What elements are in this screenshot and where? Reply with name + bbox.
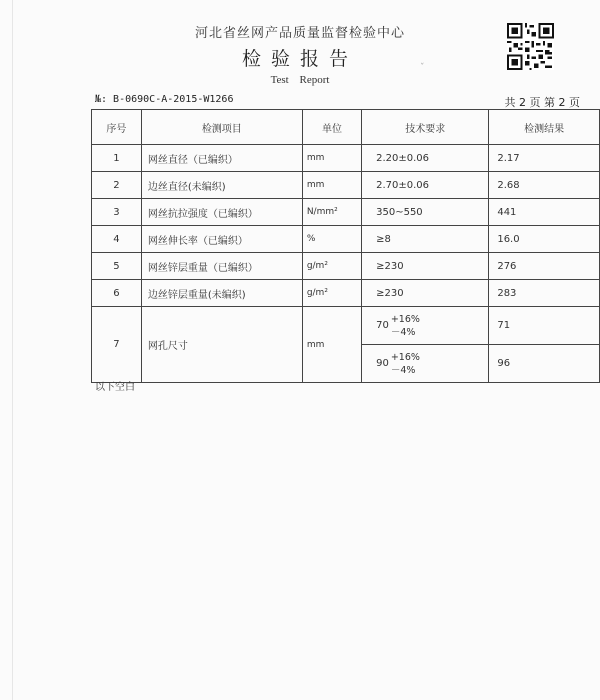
row-number: 2 (92, 172, 142, 199)
tolerance-expression (376, 351, 420, 377)
row-requirement: 2.70±0.06 (362, 172, 489, 199)
row-unit: g/m² (302, 253, 361, 280)
row-item: 网丝伸长率（已编织） (141, 226, 302, 253)
row-requirement (362, 345, 489, 383)
page-indicator: 共 2 页 第 2 页 (504, 96, 580, 109)
row-result: 71 (489, 307, 600, 345)
qr-code-icon (507, 23, 554, 70)
page-edge (12, 0, 13, 700)
row-number: 4 (92, 226, 142, 253)
tolerance-plus: +16% (390, 313, 420, 325)
header-no: 序号 (92, 110, 142, 145)
row-requirement: ≥8 (362, 226, 489, 253)
tolerance-base: 90 (376, 358, 389, 369)
row-requirement: ≥230 (362, 253, 489, 280)
row-requirement: 2.20±0.06 (362, 145, 489, 172)
row-unit: mm (302, 307, 361, 383)
row-unit: N/mm² (302, 199, 361, 226)
row-requirement (362, 307, 489, 345)
tolerance-plus: +16% (390, 351, 420, 363)
row-result: 16.0 (489, 226, 600, 253)
table-row (92, 280, 600, 307)
row-result: 441 (489, 199, 600, 226)
tolerance-minus: －4% (390, 326, 416, 338)
results-table (91, 109, 600, 383)
row-result: 2.68 (489, 172, 600, 199)
report-number: №: B-0690C-A-2015-W1266 (95, 94, 234, 105)
tolerance-expression (376, 313, 420, 339)
tolerance-base: 70 (376, 320, 389, 331)
tolerance-minus: －4% (390, 364, 416, 376)
row-result: 96 (489, 345, 600, 383)
row-requirement: 350~550 (362, 199, 489, 226)
institution-name: 河北省丝网产品质量监督检验中心 (194, 26, 405, 41)
row-item: 边丝锌层重量(未编织) (141, 280, 302, 307)
table-row (92, 145, 600, 172)
row-unit: mm (302, 145, 361, 172)
row-requirement: ≥230 (362, 280, 489, 307)
row-unit: % (302, 226, 361, 253)
header-unit: 单位 (302, 110, 361, 145)
table-header-row (92, 110, 600, 145)
row-number: 3 (92, 199, 142, 226)
row-result: 276 (489, 253, 600, 280)
row-result: 283 (489, 280, 600, 307)
row-item: 边丝直径(未编织) (141, 172, 302, 199)
blank-below-note: 以下空白 (95, 382, 135, 393)
row-result: 2.17 (489, 145, 600, 172)
row-unit: g/m² (302, 280, 361, 307)
table-row (92, 307, 600, 345)
report-title: 检验报告 (241, 48, 358, 70)
header-result: 检测结果 (489, 110, 600, 145)
table-row (92, 226, 600, 253)
table-row (92, 199, 600, 226)
header-item: 检测项目 (141, 110, 302, 145)
report-subtitle: Test Report (270, 74, 330, 86)
table-row (92, 172, 600, 199)
row-number: 5 (92, 253, 142, 280)
header-requirement: 技术要求 (362, 110, 489, 145)
row-number: 1 (92, 145, 142, 172)
row-item: 网孔尺寸 (141, 307, 302, 383)
table-row (92, 253, 600, 280)
pen-mark: ˇ (420, 63, 425, 73)
row-item: 网丝抗拉强度（已编织） (141, 199, 302, 226)
row-number: 6 (92, 280, 142, 307)
row-number: 7 (92, 307, 142, 383)
row-item: 网丝直径（已编织） (141, 145, 302, 172)
row-item: 网丝锌层重量（已编织） (141, 253, 302, 280)
row-unit: mm (302, 172, 361, 199)
